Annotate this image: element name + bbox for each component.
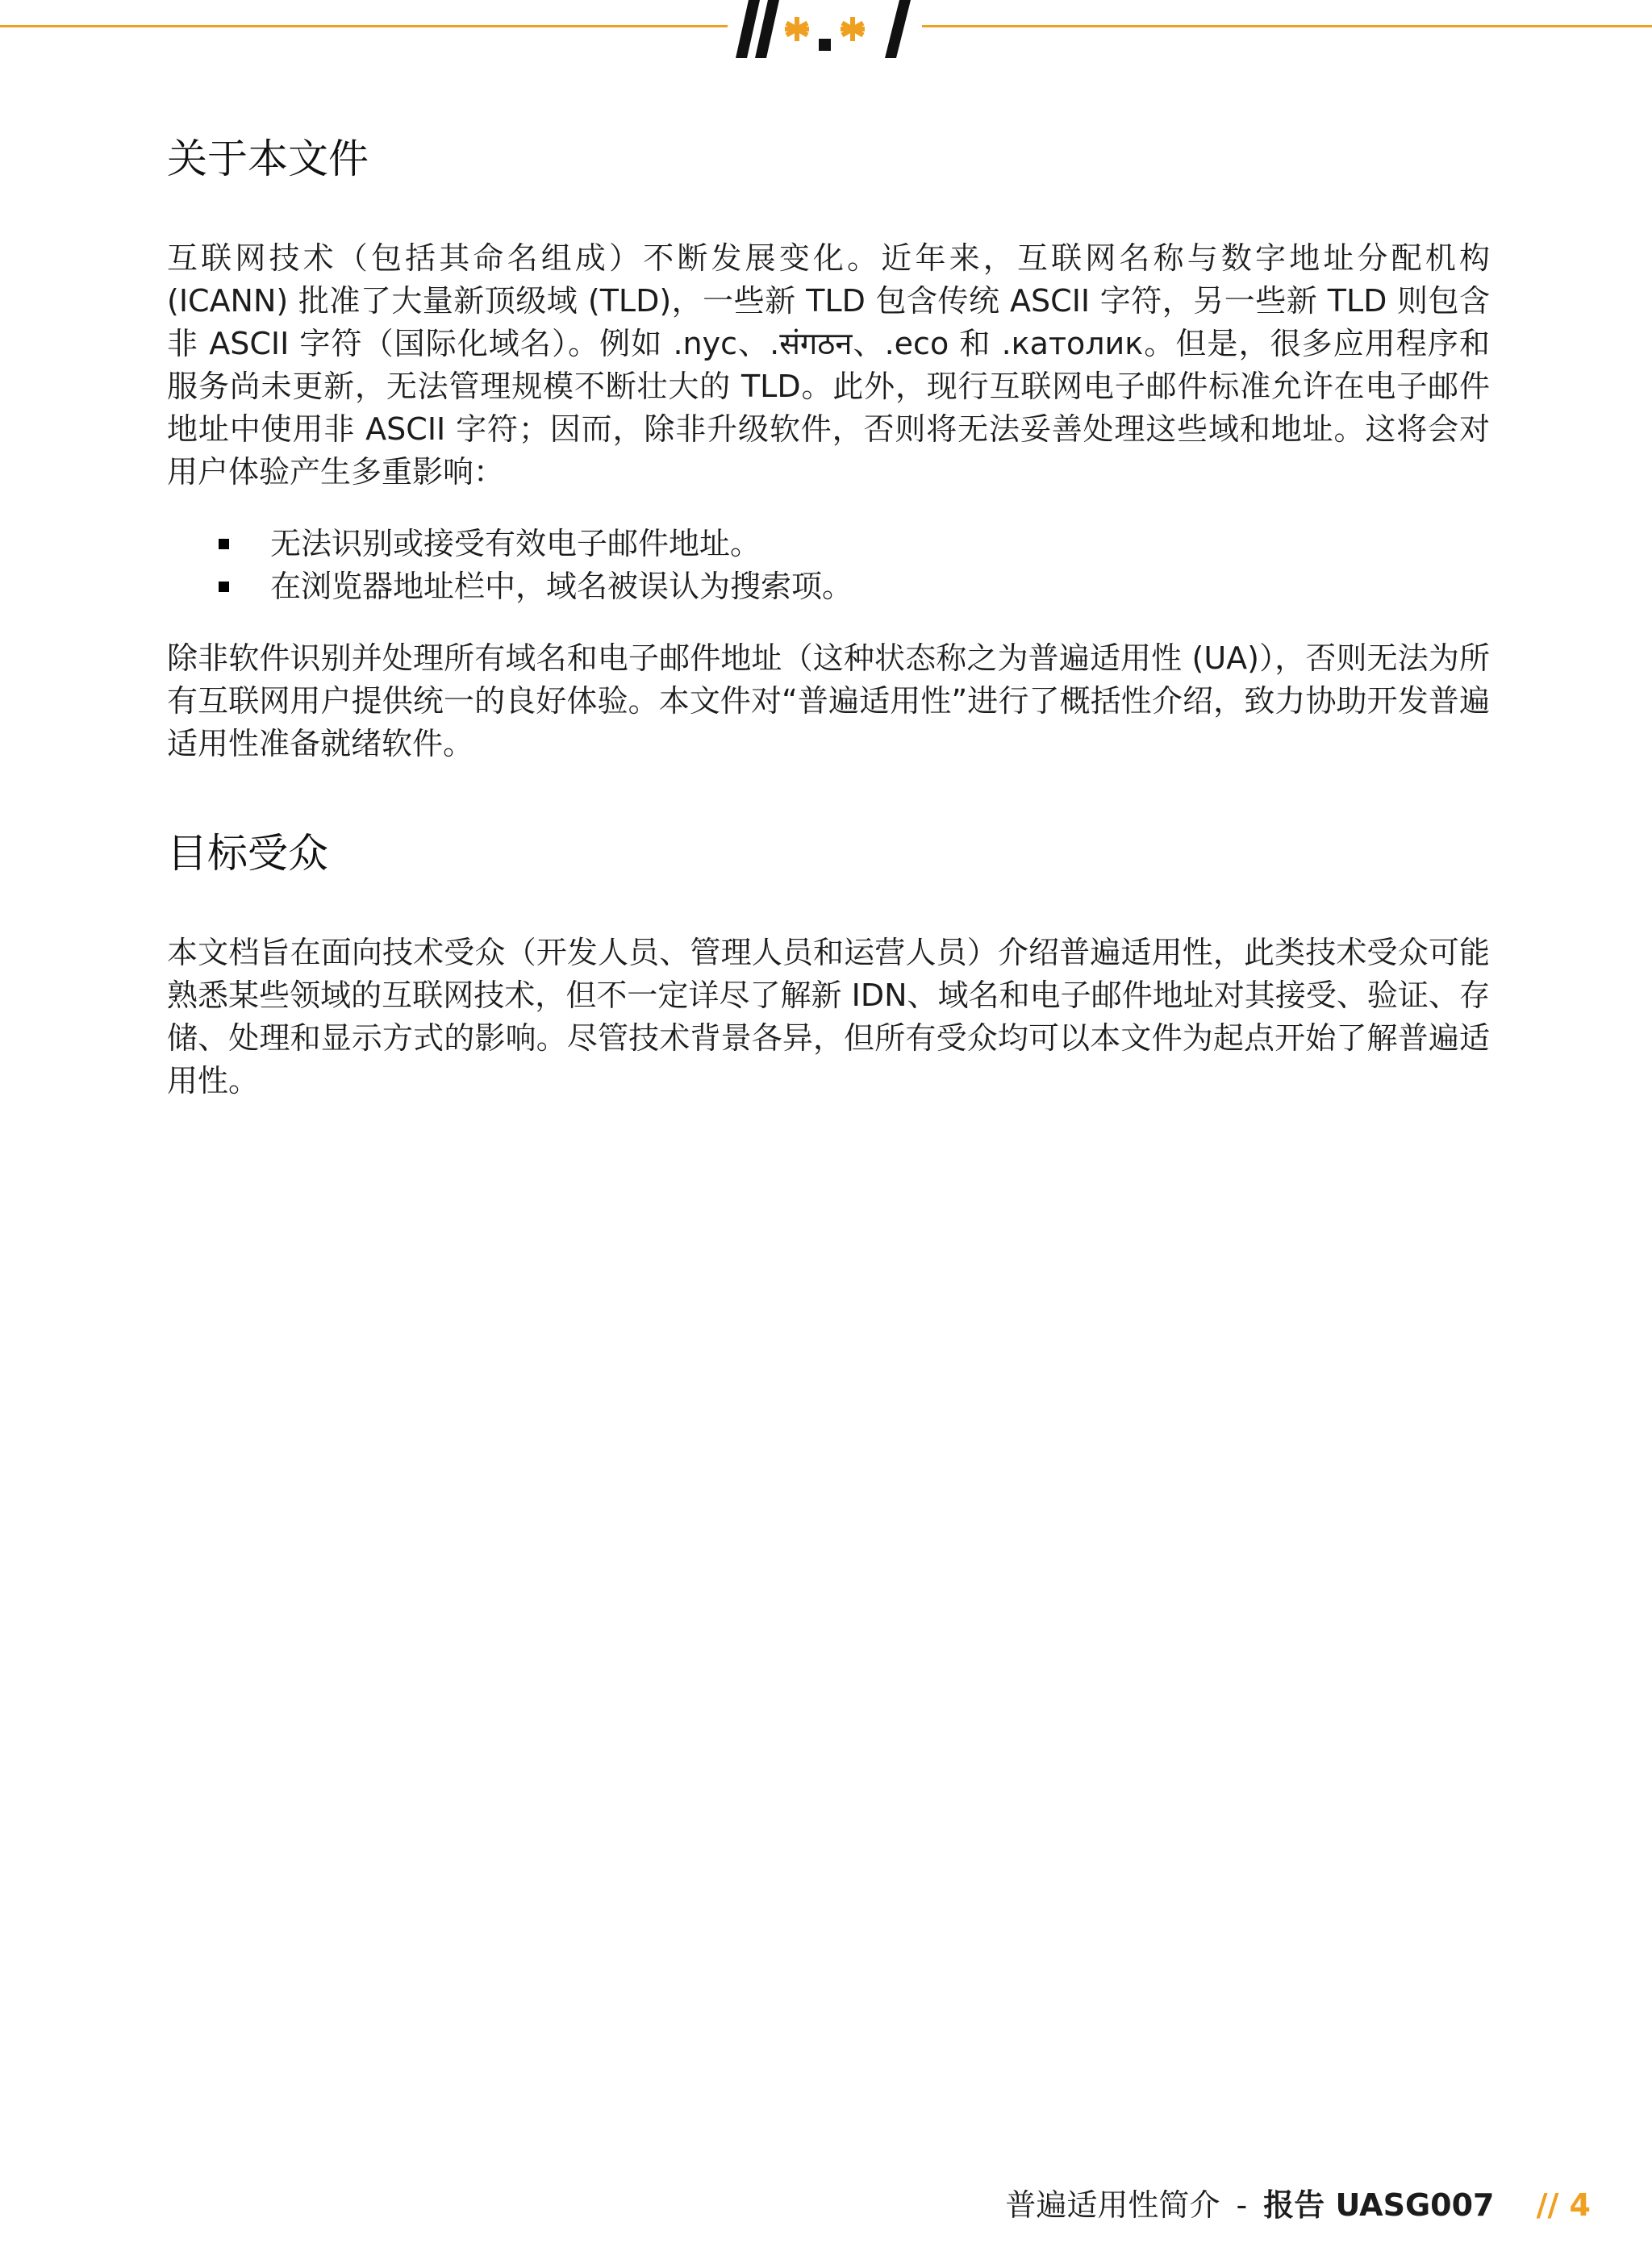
square-bullet-icon xyxy=(219,582,229,592)
footer-report-id: 报告 UASG007 xyxy=(1263,2187,1495,2223)
square-bullet-icon xyxy=(219,539,229,549)
list-item xyxy=(167,523,1490,565)
header-rule-right xyxy=(922,25,1652,27)
about-paragraph-ua: 除非软件识别并处理所有域名和电子邮件地址（这种状态称之为普遍适用性 (UA)），否则无法为所有互联网用户提供统一的良好体验。本文件对“普遍适用性”进行了概括性介绍，致力协助开发普遍适用性准备就绪软件。 xyxy=(167,640,1490,761)
header-rule-left xyxy=(0,25,728,27)
footer-separator: - xyxy=(1236,2187,1248,2223)
document-body xyxy=(167,129,1490,1103)
section-heading-audience: 目标受众 xyxy=(167,830,328,877)
footer-doc-title: 普遍适用性简介 xyxy=(1005,2187,1220,2223)
impact-bullet-list xyxy=(167,523,1490,608)
about-paragraph-intro: 互联网技术（包括其命名组成）不断发展变化。近年来，互联网名称与数字地址分配机构 (ICANN) 批准了大量新顶级域 (TLD)，一些新 TLD 包含传统 ASCII 字符，另一些新 TLD 则包含非 ASCII 字符（国际化域名）。例如 .nyc、.संगठन、.eco 和 .католик。但是，很多应用程序和服务尚未更新，无法管理规模不断壮大的 TLD。此外，现行互联网电子邮件标准允许在电子邮件地址中使用非 ASCII 字符；因而，除非升级软件，否则将无法妥善处理这些域和地址。这将会对用户体验产生多重影响： xyxy=(167,240,1490,490)
list-item-text: 在浏览器地址栏中，域名被误认为搜索项。 xyxy=(270,569,853,604)
list-item-text: 无法识别或接受有效电子邮件地址。 xyxy=(270,526,761,561)
section-heading-about: 关于本文件 xyxy=(167,135,369,182)
footer-page-number: // 4 xyxy=(1536,2187,1591,2223)
slash-star-dot-star-slash-logo-icon xyxy=(728,0,922,58)
page-footer xyxy=(1005,2183,1591,2228)
audience-paragraph: 本文档旨在面向技术受众（开发人员、管理人员和运营人员）介绍普遍适用性，此类技术受众可能熟悉某些领域的互联网技术，但不一定详尽了解新 IDN、域名和电子邮件地址对其接受、验证、存储、处理和显示方式的影响。尽管技术背景各异，但所有受众均可以本文件为起点开始了解普遍适用性。 xyxy=(167,935,1490,1099)
list-item xyxy=(167,565,1490,608)
